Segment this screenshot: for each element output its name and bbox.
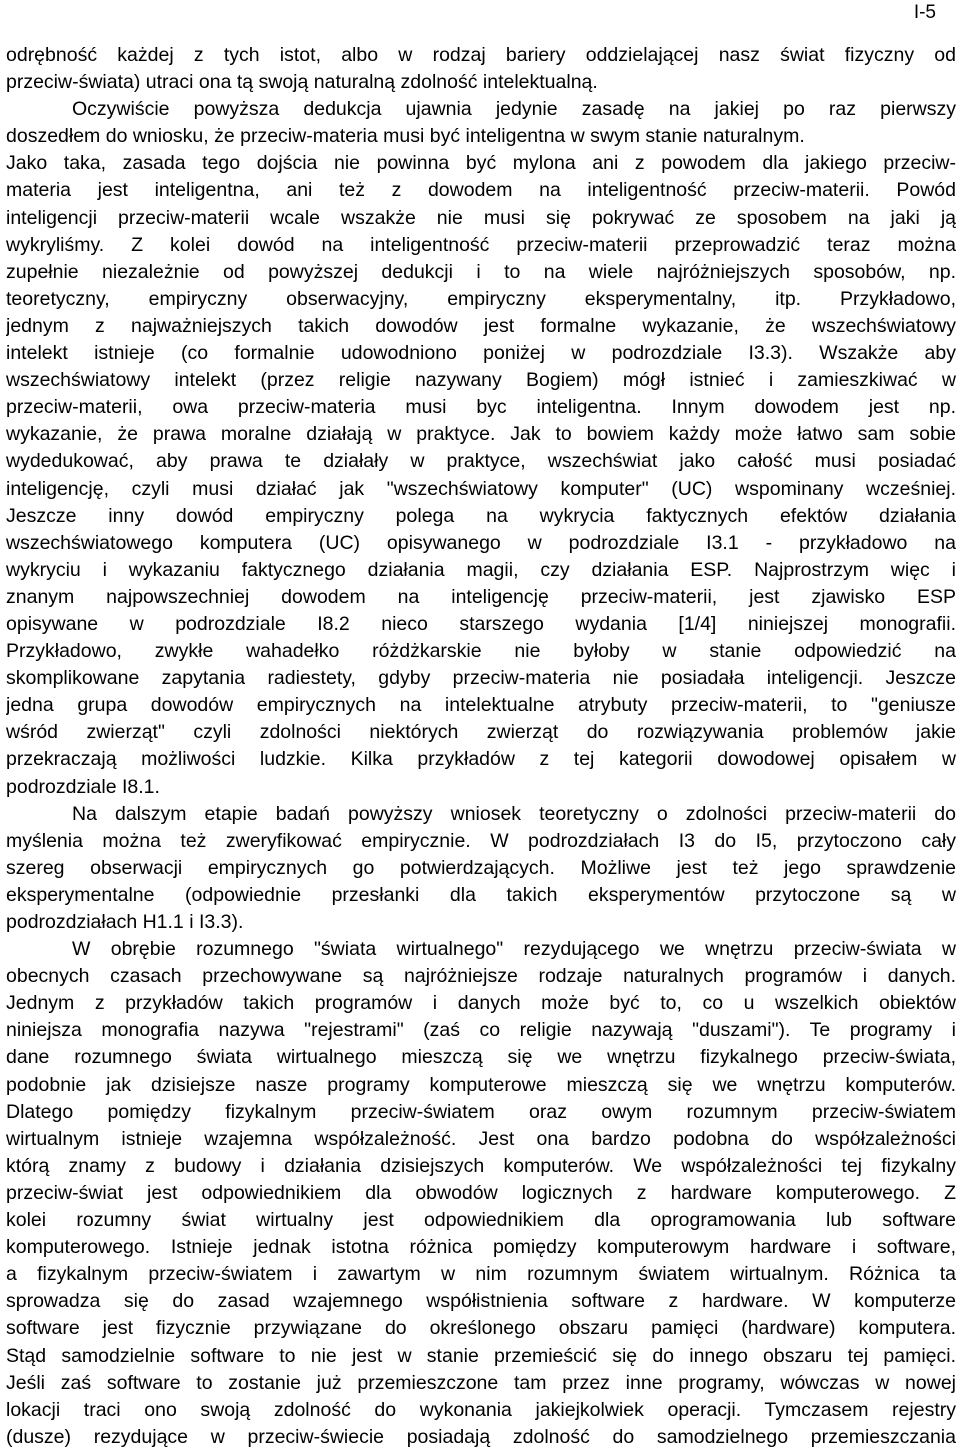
text-line: W obrębie rozumnego "świata wirtualnego" rezydującego we wnętrzu przeciw-świata w (72, 938, 956, 961)
text-line: obecnych czasach przechowywane są najróżniejsze rodzaje naturalnych programów i danych. (6, 965, 956, 988)
text-line: Jeśli zaś software to zostanie już przemieszczone tam przez inne programy, wówczas w nowej (6, 1371, 956, 1394)
text-line: wydedukować, aby prawa te działały w praktyce, wszechświat jako całość musi posiadać (6, 450, 956, 473)
text-line: odrębność każdej z tych istot, albo w rodzaj bariery oddzielającej nasz świat fizyczny od (6, 44, 956, 66)
text-line: dane rozumnego świata wirtualnego mieszczą się we wnętrzu fizykalnego przeciw-świata, (6, 1046, 956, 1069)
page-number: I-5 (913, 2, 936, 23)
text-line: wykryliśmy. Z kolei dowód na inteligentność przeciw-materii przeprowadzić teraz można (6, 233, 956, 256)
text-line: niniejsza monografia nazywa "rejestrami" (zaś co religie nazywają "duszami"). Te programy i (6, 1019, 956, 1042)
text-line: przeciw-świata) utraci ona tą swoją naturalną zdolność intelektualną. (6, 71, 598, 94)
text-line: przeciw-świat jest odpowiednikiem dla obwodów logicznych z hardware komputerowego. Z (6, 1181, 956, 1204)
text-line: eksperymentalne (odpowiednie przesłanki dla takich eksperymentów przytoczone są w (6, 883, 956, 906)
body-text (6, 42, 956, 1451)
text-line: Na dalszym etapie badań powyższy wniosek teoretyczny o zdolności przeciw-materii do (72, 802, 956, 825)
text-line: podobnie jak dzisiejsze nasze programy komputerowe mieszczą się we wnętrzu komputerów. (6, 1073, 956, 1096)
text-line: szereg obserwacji empirycznych go potwierdzających. Możliwe jest też jego sprawdzenie (6, 856, 956, 879)
text-line: lokacji traci ono swoją zdolność do wykonania jakiejkolwiek operacji. Tymczasem rejestry (6, 1398, 956, 1421)
text-line: Dlatego pomiędzy fizykalnym przeciw-światem oraz owym rozumnym przeciw-światem (6, 1100, 956, 1123)
text-line: podrozdziale I8.1. (6, 775, 160, 798)
text-line: Przykładowo, zwykłe wahadełko różdżkarskie nie byłoby w stanie odpowiedzić na (6, 640, 956, 663)
text-line: którą znamy z budowy i działania dzisiejszych komputerów. We współzależności tej fizykalny (6, 1154, 956, 1177)
text-line: Oczywiście powyższa dedukcja ujawnia jedynie zasadę na jakiej po raz pierwszy (72, 98, 956, 121)
text-line: (dusze) rezydujące w przeciw-świecie posiadają zdolność do samodzielnego przemieszczania (6, 1425, 956, 1448)
text-line: jedna grupa dowodów empirycznych na intelektualne atrybuty przeciw-materii, to "geniusze (6, 694, 956, 717)
text-line: Jeszcze inny dowód empiryczny polega na wykrycia faktycznych efektów działania (6, 504, 956, 527)
text-line: wykryciu i wykazaniu faktycznego działania magii, czy działania ESP. Najprostrzym więc i (6, 558, 956, 581)
text-line: wśród zwierząt" czyli zdolności niektórych zwierząt do rozwiązywania problemów jakie (6, 721, 956, 744)
text-line: wszechświatowy intelekt (przez religie nazywany Bogiem) mógł istnieć i zamieszkiwać w (6, 369, 956, 392)
text-line: inteligencji przeciw-materii wcale wszakże nie musi się pokrywać ze sposobem na jaki ją (6, 206, 956, 229)
text-line: wykazanie, że prawa moralne działają w praktyce. Jak to bowiem każdy może łatwo sam sobie (6, 423, 956, 446)
text-line: doszedłem do wniosku, że przeciw-materia musi być inteligentna w swym stanie naturalnym. (6, 125, 805, 148)
text-line: Stąd samodzielnie software to nie jest w stanie przemieścić się do innego obszaru tej pamięci. (6, 1344, 956, 1367)
text-line: wirtualnym istnieje wzajemna współzależność. Jest ona bardzo podobna do współzależności (6, 1127, 956, 1150)
text-line: Jako taka, zasada tego dojścia nie powinna być mylona ani z powodem dla jakiego przeciw- (6, 152, 956, 175)
text-line: intelekt istnieje (co formalnie udowodniono poniżej w podrozdziale I3.3). Wszakże aby (6, 342, 956, 365)
text-line: komputerowego. Istnieje jednak istotna różnica pomiędzy komputerowym hardware i software, (6, 1236, 956, 1259)
text-line: wszechświatowego komputera (UC) opisywanego w podrozdziale I3.1 - przykładowo na (6, 531, 956, 554)
text-line: przekraczają możliwości ludzkie. Kilka przykładów z tej kategorii dowodowej opisałem w (6, 748, 956, 771)
text-line: przeciw-materii, owa przeciw-materia musi byc inteligentna. Innym dowodem jest np. (6, 396, 956, 419)
text-line: znanym najpowszechniej dowodem na inteligencję przeciw-materii, jest zjawisko ESP (6, 585, 956, 608)
text-line: inteligencję, czyli musi działać jak "wszechświatowy komputer" (UC) wspominany wcześniej. (6, 477, 956, 500)
text-line: Jednym z przykładów takich programów i danych może być to, co u wszelkich obiektów (6, 992, 956, 1015)
text-line: sprowadza się do zasad wzajemnego współistnienia software z hardware. W komputerze (6, 1290, 956, 1313)
text-line: teoretyczny, empiryczny obserwacyjny, empiryczny eksperymentalny, itp. Przykładowo, (6, 287, 956, 310)
text-line: opisywane w podrozdziale I8.2 nieco starszego wydania [1/4] niniejszej monografii. (6, 612, 956, 635)
text-line: podrozdziałach H1.1 i I3.3). (6, 911, 244, 933)
text-line: myślenia można też zweryfikować empirycznie. W podrozdziałach I3 do I5, przytoczono cały (6, 829, 956, 852)
text-line: jednym z najważniejszych takich dowodów jest formalne wykazanie, że wszechświatowy (6, 314, 956, 337)
text-line: materia jest inteligentna, ani też z dowodem na inteligentność przeciw-materii. Powód (6, 179, 956, 202)
text-line: zupełnie niezależnie od powyższej dedukcji i to na wiele najróżniejszych sposobów, np. (6, 260, 956, 283)
text-line: kolei rozumny świat wirtualny jest odpowiednikiem dla oprogramowania lub software (6, 1209, 956, 1232)
text-line: skomplikowane zapytania radiestety, gdyby przeciw-materia nie posiadała inteligencji. Jeszcze (6, 667, 956, 690)
text-line: a fizykalnym przeciw-światem i zawartym w nim rozumnym światem wirtualnym. Różnica ta (6, 1263, 956, 1286)
text-line: software jest fizycznie przywiązane do określonego obszaru pamięci (hardware) komputera. (6, 1317, 956, 1340)
